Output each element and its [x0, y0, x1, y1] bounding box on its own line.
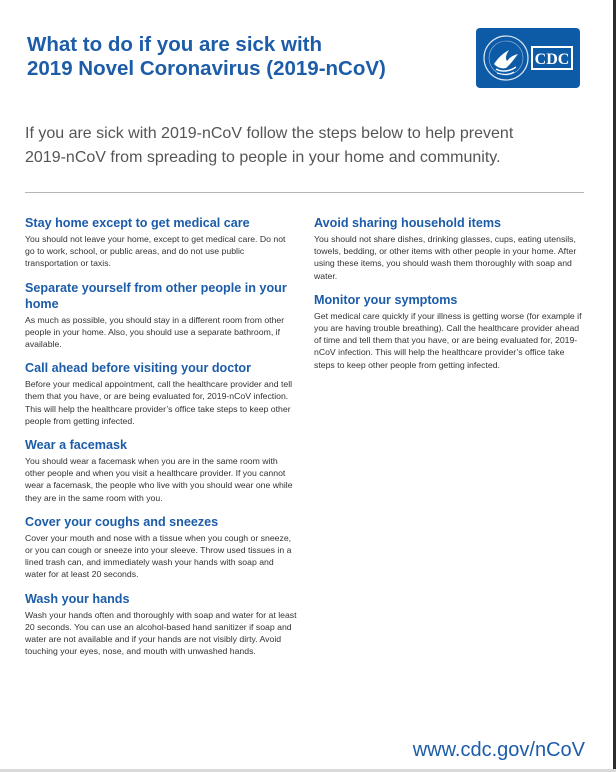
section-body: Get medical care quickly if your illness is getting worse (for example if you are having trouble breathing). Call the healthcare provider ahead of time and tell them that you have, or are being evaluated for, 2019-nCoV infection. This will help the healthcare provider’s office take steps to keep other people from getting infected.	[314, 310, 582, 370]
footer-url: www.cdc.gov/nCoV	[412, 739, 585, 761]
intro-line-2: 2019-nCoV from spreading to people in your home and community.	[25, 149, 501, 166]
page-title	[27, 33, 457, 81]
section-body: Before your medical appointment, call the healthcare provider and tell them that you have, or are being evaluated for, 2019-nCoV infection. This will help the healthcare provider’s office take steps to keep other people from getting infected.	[25, 379, 293, 426]
intro-text	[25, 122, 585, 170]
divider	[25, 192, 584, 193]
hhs-eagle-icon	[484, 36, 528, 80]
section-body: Wash your hands often and thoroughly with soap and water for at least 20 seconds. You can use an alcohol-based hand sanitizer if soap and water are not available and if your hands are not visibly dirty. Avoid touching your eyes, nose, and mouth with unwashed hands.	[25, 609, 297, 657]
title-line-1: What to do if you are sick with	[27, 33, 322, 56]
section-wear-facemask	[25, 437, 297, 504]
section-separate-yourself	[25, 280, 297, 351]
section-body: You should wear a facemask when you are in the same room with other people and when you visit a healthcare provider. If you cannot wear a facemask, the people who live with you should wear one while they are in the same room with you.	[25, 456, 293, 503]
section-stay-home	[25, 215, 297, 270]
section-avoid-sharing	[314, 215, 586, 282]
section-heading: Wear a facemask	[25, 438, 127, 453]
section-heading: Monitor your symptoms	[314, 292, 458, 307]
section-wash-hands	[25, 591, 297, 658]
section-heading: Wash your hands	[25, 591, 130, 606]
section-heading: Cover your coughs and sneezes	[25, 514, 219, 529]
section-cover-coughs	[25, 514, 297, 581]
section-body: You should not leave your home, except to get medical care. Do not go to work, school, or public areas, and do not use public transportation or taxis.	[25, 234, 286, 269]
intro-line-1: If you are sick with 2019-nCoV follow the steps below to help prevent	[25, 125, 514, 142]
logo-text: CDC	[534, 51, 570, 68]
section-monitor-symptoms	[314, 292, 586, 371]
section-heading: Avoid sharing household items	[314, 216, 502, 230]
title-line-2: 2019 Novel Coronavirus (2019-nCoV)	[27, 57, 386, 80]
right-column	[314, 215, 586, 381]
section-body: As much as possible, you should stay in a different room from other people in your home. Also, you should use a separate bathroom, if available.	[25, 314, 285, 350]
section-heading: Call ahead before visiting your doctor	[25, 361, 252, 376]
cdc-logo	[476, 28, 580, 88]
section-body: Cover your mouth and nose with a tissue when you cough or sneeze, or you can cough or sneeze into your sleeve. Throw used tissues in a lined trash can, and immediately wash your hands with soap and water for at least 20 seconds.	[25, 532, 292, 580]
section-heading: Separate yourself from other people in your home	[25, 280, 287, 311]
section-body: You should not share dishes, drinking glasses, cups, eating utensils, towels, bedding, or other items with other people in your home. After using these items, you should wash them thoroughly with soap and water.	[314, 234, 577, 281]
section-heading: Stay home except to get medical care	[25, 216, 250, 230]
section-call-ahead	[25, 360, 297, 427]
left-column	[25, 215, 297, 667]
